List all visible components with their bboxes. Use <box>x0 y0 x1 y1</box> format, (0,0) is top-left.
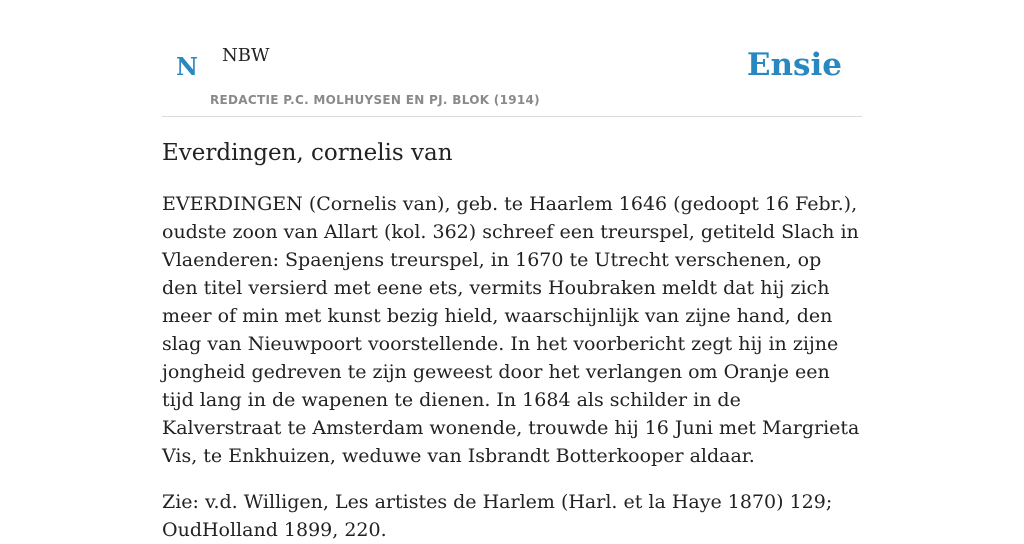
ensie-logo-link[interactable]: Ensie <box>746 47 842 83</box>
article-paragraph: EVERDINGEN (Cornelis van), geb. te Haarlem 1646 (gedoopt 16 Febr.), oudste zoon van Allart (kol. 362) schreef een treurspel, getiteld Slach in Vlaenderen: Spaenjens treurspel, in 1670 te Utrecht verschenen, op den titel versierd met eene ets, vermits Houbraken meldt dat hij zich meer of min met kunst bezig hield, waarschijnlijk van zijne hand, den slag van Nieuwpoort voorstellende. In het voorbericht zegt hij in zijne jongheid gedreven te zijn geweest door het verlangen om Oranje een tijd lang in de wapenen te dienen. In 1684 als schilder in de Kalverstraat te Amsterdam wonende, trouwde hij 16 Juni met Margrieta Vis, te Enkhuizen, weduwe van Isbrandt Botterkooper aldaar. <box>162 192 860 467</box>
article-title: Everdingen, cornelis van <box>162 140 453 166</box>
source-subtitle: REDACTIE P.C. MOLHUYSEN EN PJ. BLOK (1914) <box>210 93 540 107</box>
article-reference: Zie: v.d. Willigen, Les artistes de Harlem (Harl. et la Haye 1870) 129; OudHolland 1899, 220. <box>162 490 833 541</box>
site-header <box>162 0 862 117</box>
article <box>162 140 862 544</box>
nbw-logo-icon[interactable]: N <box>176 52 198 81</box>
source-title[interactable]: NBW <box>222 45 270 66</box>
